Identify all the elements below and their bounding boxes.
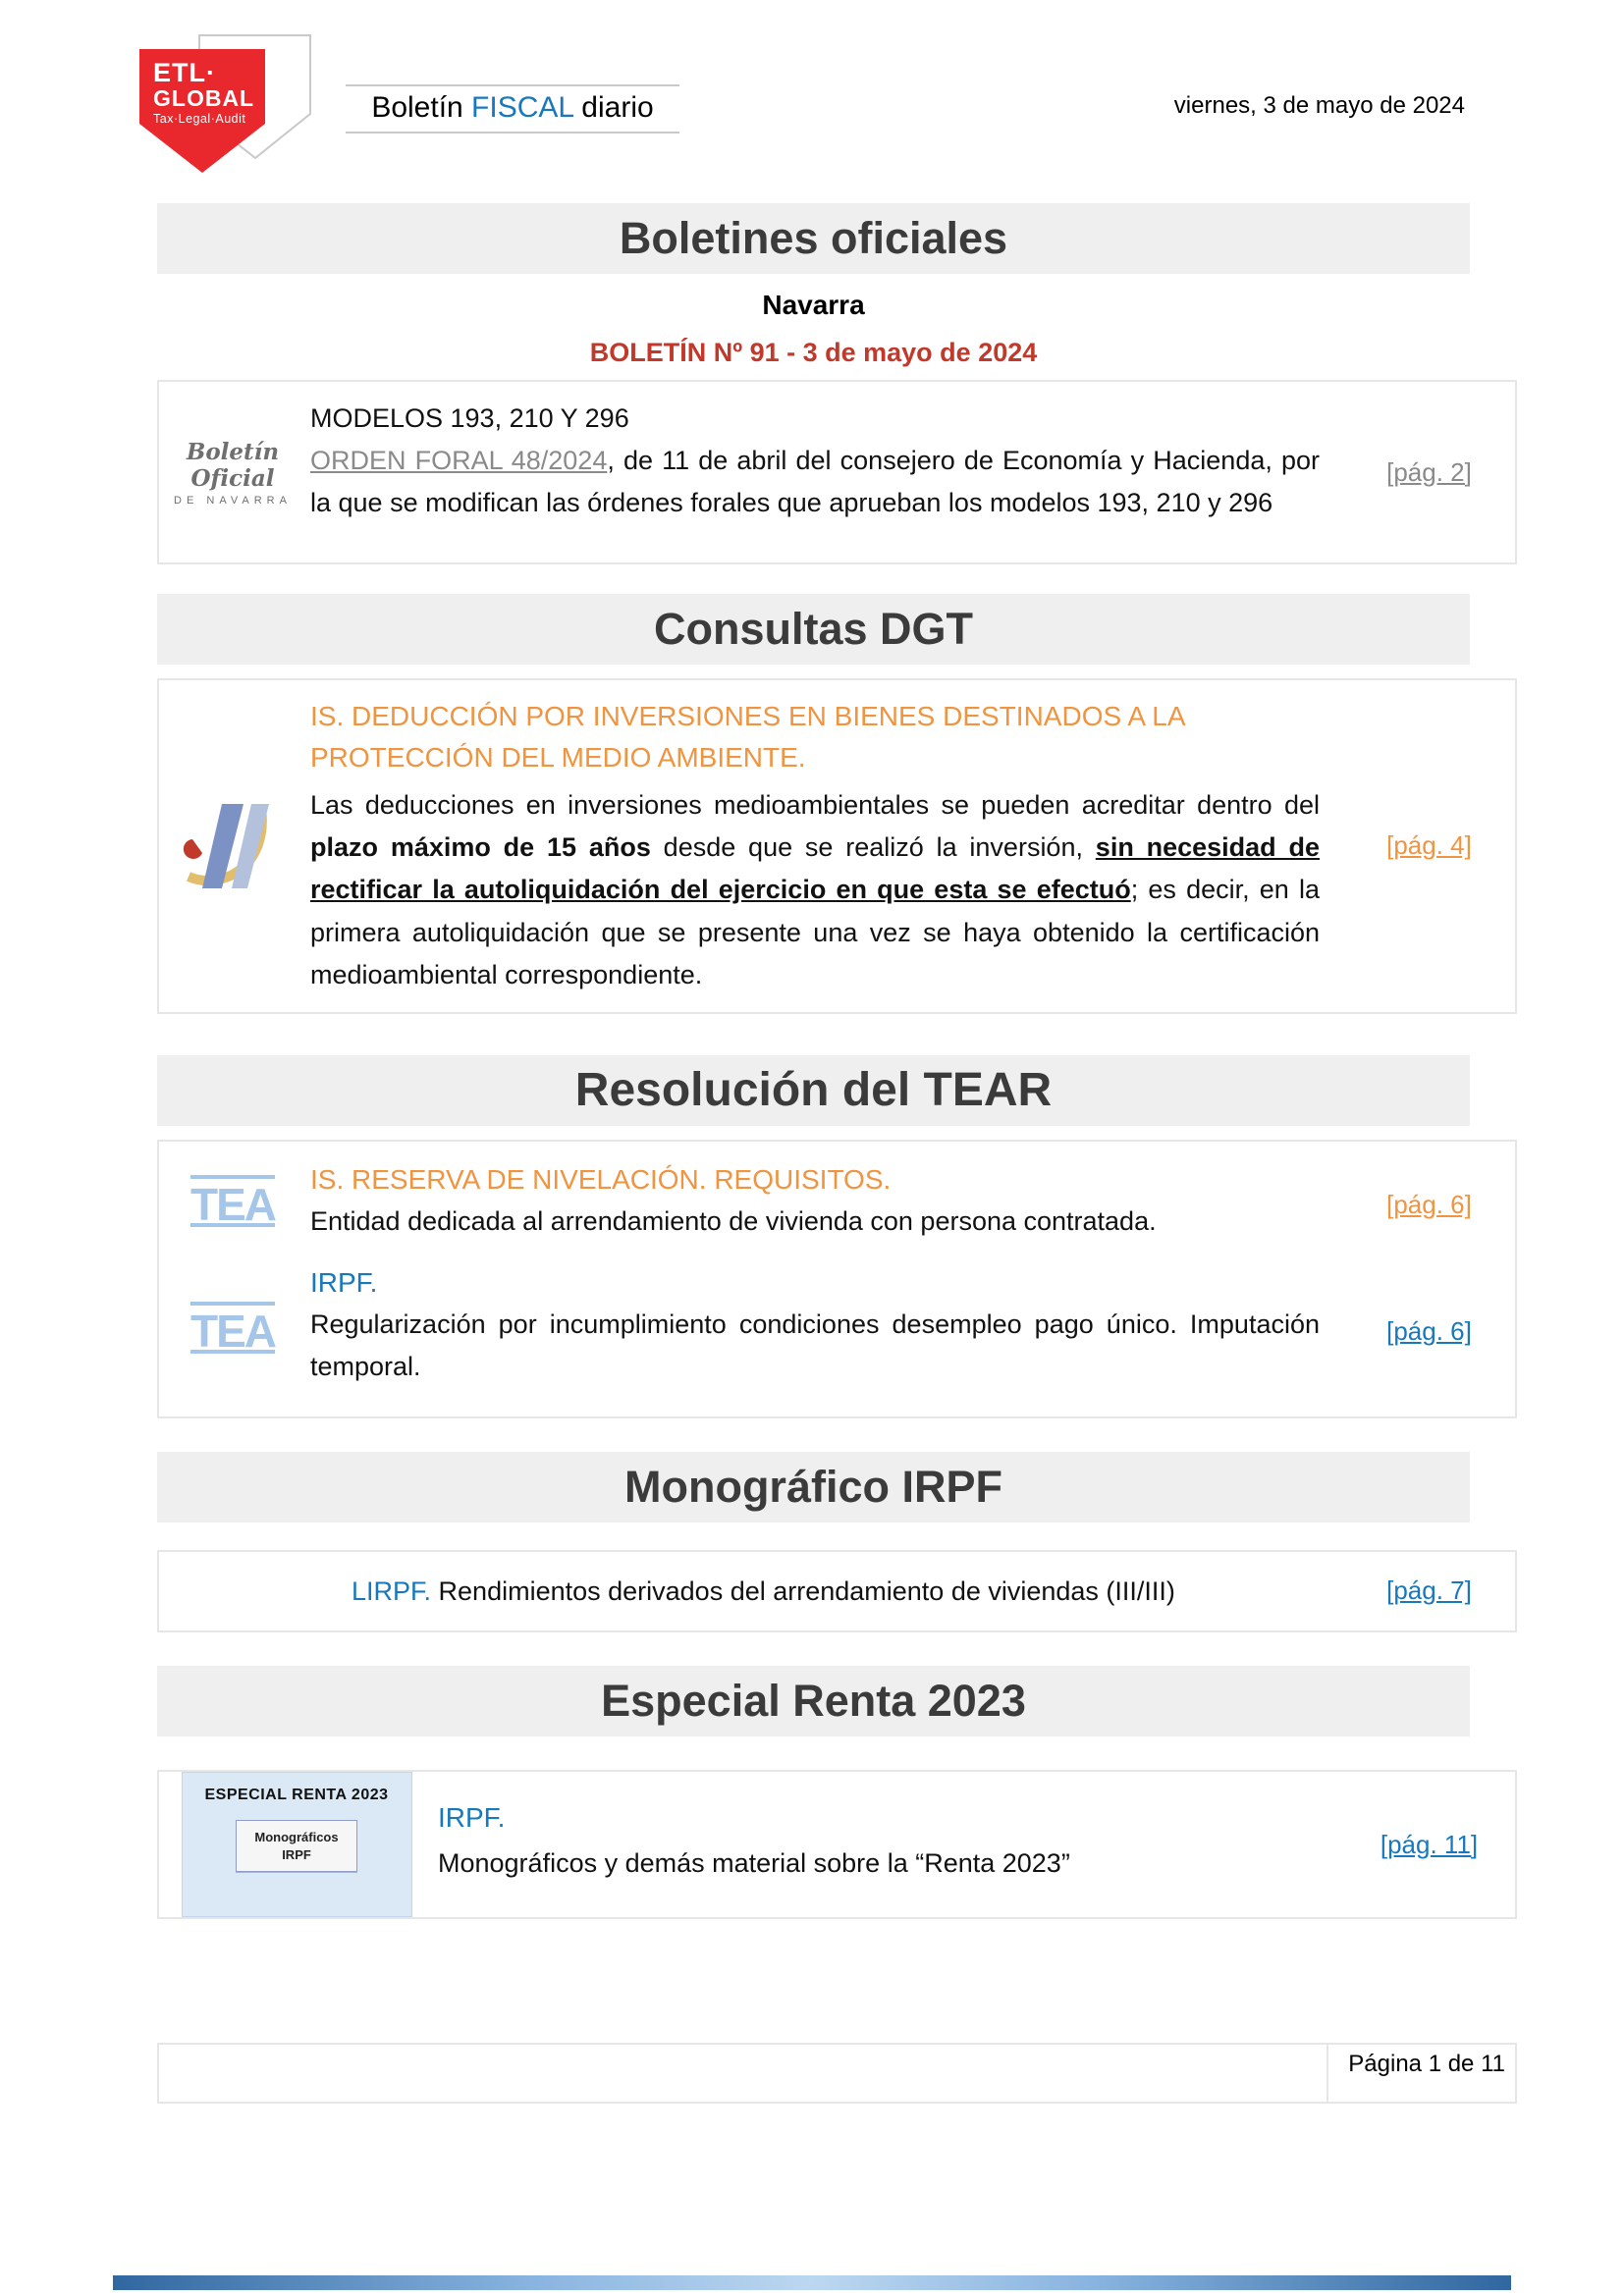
boletines-item-text xyxy=(306,382,1343,562)
especial-thumb-button[interactable]: Monográficos IRPF xyxy=(236,1820,357,1872)
section-banner-boletines-oficiales: Boletines oficiales xyxy=(157,203,1470,274)
boletines-item-body: , de 11 de abril del consejero de Economía y Hacienda, por la que se modifican las órdenes forales que aprueban los modelos 193, 210 y 296 xyxy=(310,446,1320,518)
tear-item-2-page-cell xyxy=(1343,1258,1515,1404)
section-banner-resolucion-tear: Resolución del TEAR xyxy=(157,1055,1470,1126)
bottom-decoration-bar xyxy=(113,2275,1511,2290)
tea-logo-icon xyxy=(159,1151,306,1258)
consultas-page-cell xyxy=(1343,680,1515,1012)
tear-item-2 xyxy=(159,1258,1515,1415)
monografico-body: Rendimientos derivados del arrendamiento de viviendas (III/III) xyxy=(431,1575,1175,1606)
etl-logo-line3: Tax·Legal·Audit xyxy=(153,112,246,127)
page-link-7[interactable]: [pág. 7] xyxy=(1386,1575,1472,1606)
section-banner-especial-renta: Especial Renta 2023 xyxy=(157,1666,1470,1736)
consultas-body-3: ; es decir, en la primera autoliquidación que se presente una vez se haya obtenido la certificación medioambiental correspondiente. xyxy=(310,875,1320,989)
page-link-4[interactable]: [pág. 4] xyxy=(1386,830,1472,861)
page-footer xyxy=(157,2043,1517,2104)
section-banner-monografico-irpf: Monográfico IRPF xyxy=(157,1452,1470,1522)
consultas-body-bold-underline: sin necesidad de rectificar la autoliquidación del ejercicio en que esta se efectuó xyxy=(310,832,1321,905)
boletin-navarra-logo-line1: Boletín Oficial xyxy=(186,438,280,492)
etl-logo-text xyxy=(153,59,254,127)
consultas-body-bold: plazo máximo de 15 años xyxy=(310,832,651,863)
aeat-logo-icon xyxy=(159,680,306,1012)
page-link-6-blue[interactable]: [pág. 6] xyxy=(1386,1315,1472,1346)
consultas-heading: IS. DEDUCCIÓN POR INVERSIONES EN BIENES DESTINADOS A LA PROTECCIÓN DEL MEDIO AMBIENTE. xyxy=(310,701,1184,773)
monografico-prefix: LIRPF. xyxy=(352,1575,432,1606)
page-indicator: Página 1 de 11 xyxy=(1326,2045,1515,2102)
monografico-item-text xyxy=(159,1552,1343,1631)
tear-item-1-page-cell xyxy=(1343,1151,1515,1258)
especial-item-text xyxy=(434,1772,1343,1917)
consultas-paragraph xyxy=(310,784,1320,996)
boletines-item xyxy=(157,380,1517,564)
especial-renta-thumbnail xyxy=(159,1772,434,1917)
etl-logo-line2: GLOBAL xyxy=(153,85,255,112)
boletines-page-cell xyxy=(1343,382,1515,562)
especial-body: Monográficos y demás material sobre la “Renta 2023” xyxy=(438,1848,1070,1878)
tear-item-1-body: Entidad dedicada al arrendamiento de vivienda con persona contratada. xyxy=(310,1205,1157,1236)
tea-logo-text-2: TEA xyxy=(190,1305,275,1357)
tear-item-1-text xyxy=(306,1151,1343,1258)
consultas-item-text xyxy=(306,680,1343,1012)
region-heading: Navarra xyxy=(762,290,865,320)
monografico-item xyxy=(157,1550,1517,1633)
boletines-item-paragraph xyxy=(310,440,1320,524)
document-body xyxy=(157,203,1517,1919)
tear-items xyxy=(157,1140,1517,1418)
document-date: viernes, 3 de mayo de 2024 xyxy=(1173,92,1465,119)
tear-item-2-text xyxy=(306,1258,1343,1404)
especial-thumb-title: ESPECIAL RENTA 2023 xyxy=(204,1787,389,1803)
consultas-body-1: Las deducciones en inversiones medioambientales se pueden acreditar dentro del xyxy=(310,790,1320,820)
page-link-2[interactable]: [pág. 2] xyxy=(1386,456,1472,487)
etl-logo-line1: ETL· xyxy=(153,58,216,87)
tear-item-1-heading: IS. RESERVA DE NIVELACIÓN. REQUISITOS. xyxy=(310,1163,892,1195)
orden-foral-link[interactable]: ORDEN FORAL 48/2024 xyxy=(310,446,608,476)
page-link-6-orange[interactable]: [pág. 6] xyxy=(1386,1190,1472,1220)
tear-item-1 xyxy=(159,1142,1515,1258)
etl-global-logo xyxy=(126,27,322,175)
especial-item xyxy=(157,1770,1517,1919)
tear-item-2-heading: IRPF. xyxy=(310,1267,378,1299)
document-title-part1: Boletín xyxy=(371,91,472,124)
document-title-part3: diario xyxy=(572,91,654,124)
boletines-item-subject: MODELOS 193, 210 Y 296 xyxy=(310,403,629,433)
boletin-navarra-logo-line2: DE NAVARRA xyxy=(174,494,292,507)
document-title xyxy=(346,84,679,133)
document-title-part2: FISCAL xyxy=(471,91,573,124)
tea-logo-text: TEA xyxy=(190,1178,275,1230)
page-link-11[interactable]: [pág. 11] xyxy=(1380,1829,1479,1859)
tear-item-2-body: Regularización por incumplimiento condiciones desempleo pago único. Imputación temporal. xyxy=(310,1309,1320,1382)
especial-page-cell xyxy=(1343,1772,1515,1917)
consultas-item xyxy=(157,678,1517,1014)
section-banner-consultas-dgt: Consultas DGT xyxy=(157,594,1470,665)
boletin-navarra-logo xyxy=(159,382,306,562)
footer-spacer xyxy=(159,2045,1326,2102)
consultas-body-2: desde que se realizó la inversión, xyxy=(650,832,1096,863)
tea-logo-icon-2 xyxy=(159,1258,306,1404)
especial-heading: IRPF. xyxy=(438,1802,506,1833)
bulletin-number-line: BOLETÍN Nº 91 - 3 de mayo de 2024 xyxy=(589,338,1038,367)
monografico-page-cell xyxy=(1343,1552,1515,1631)
